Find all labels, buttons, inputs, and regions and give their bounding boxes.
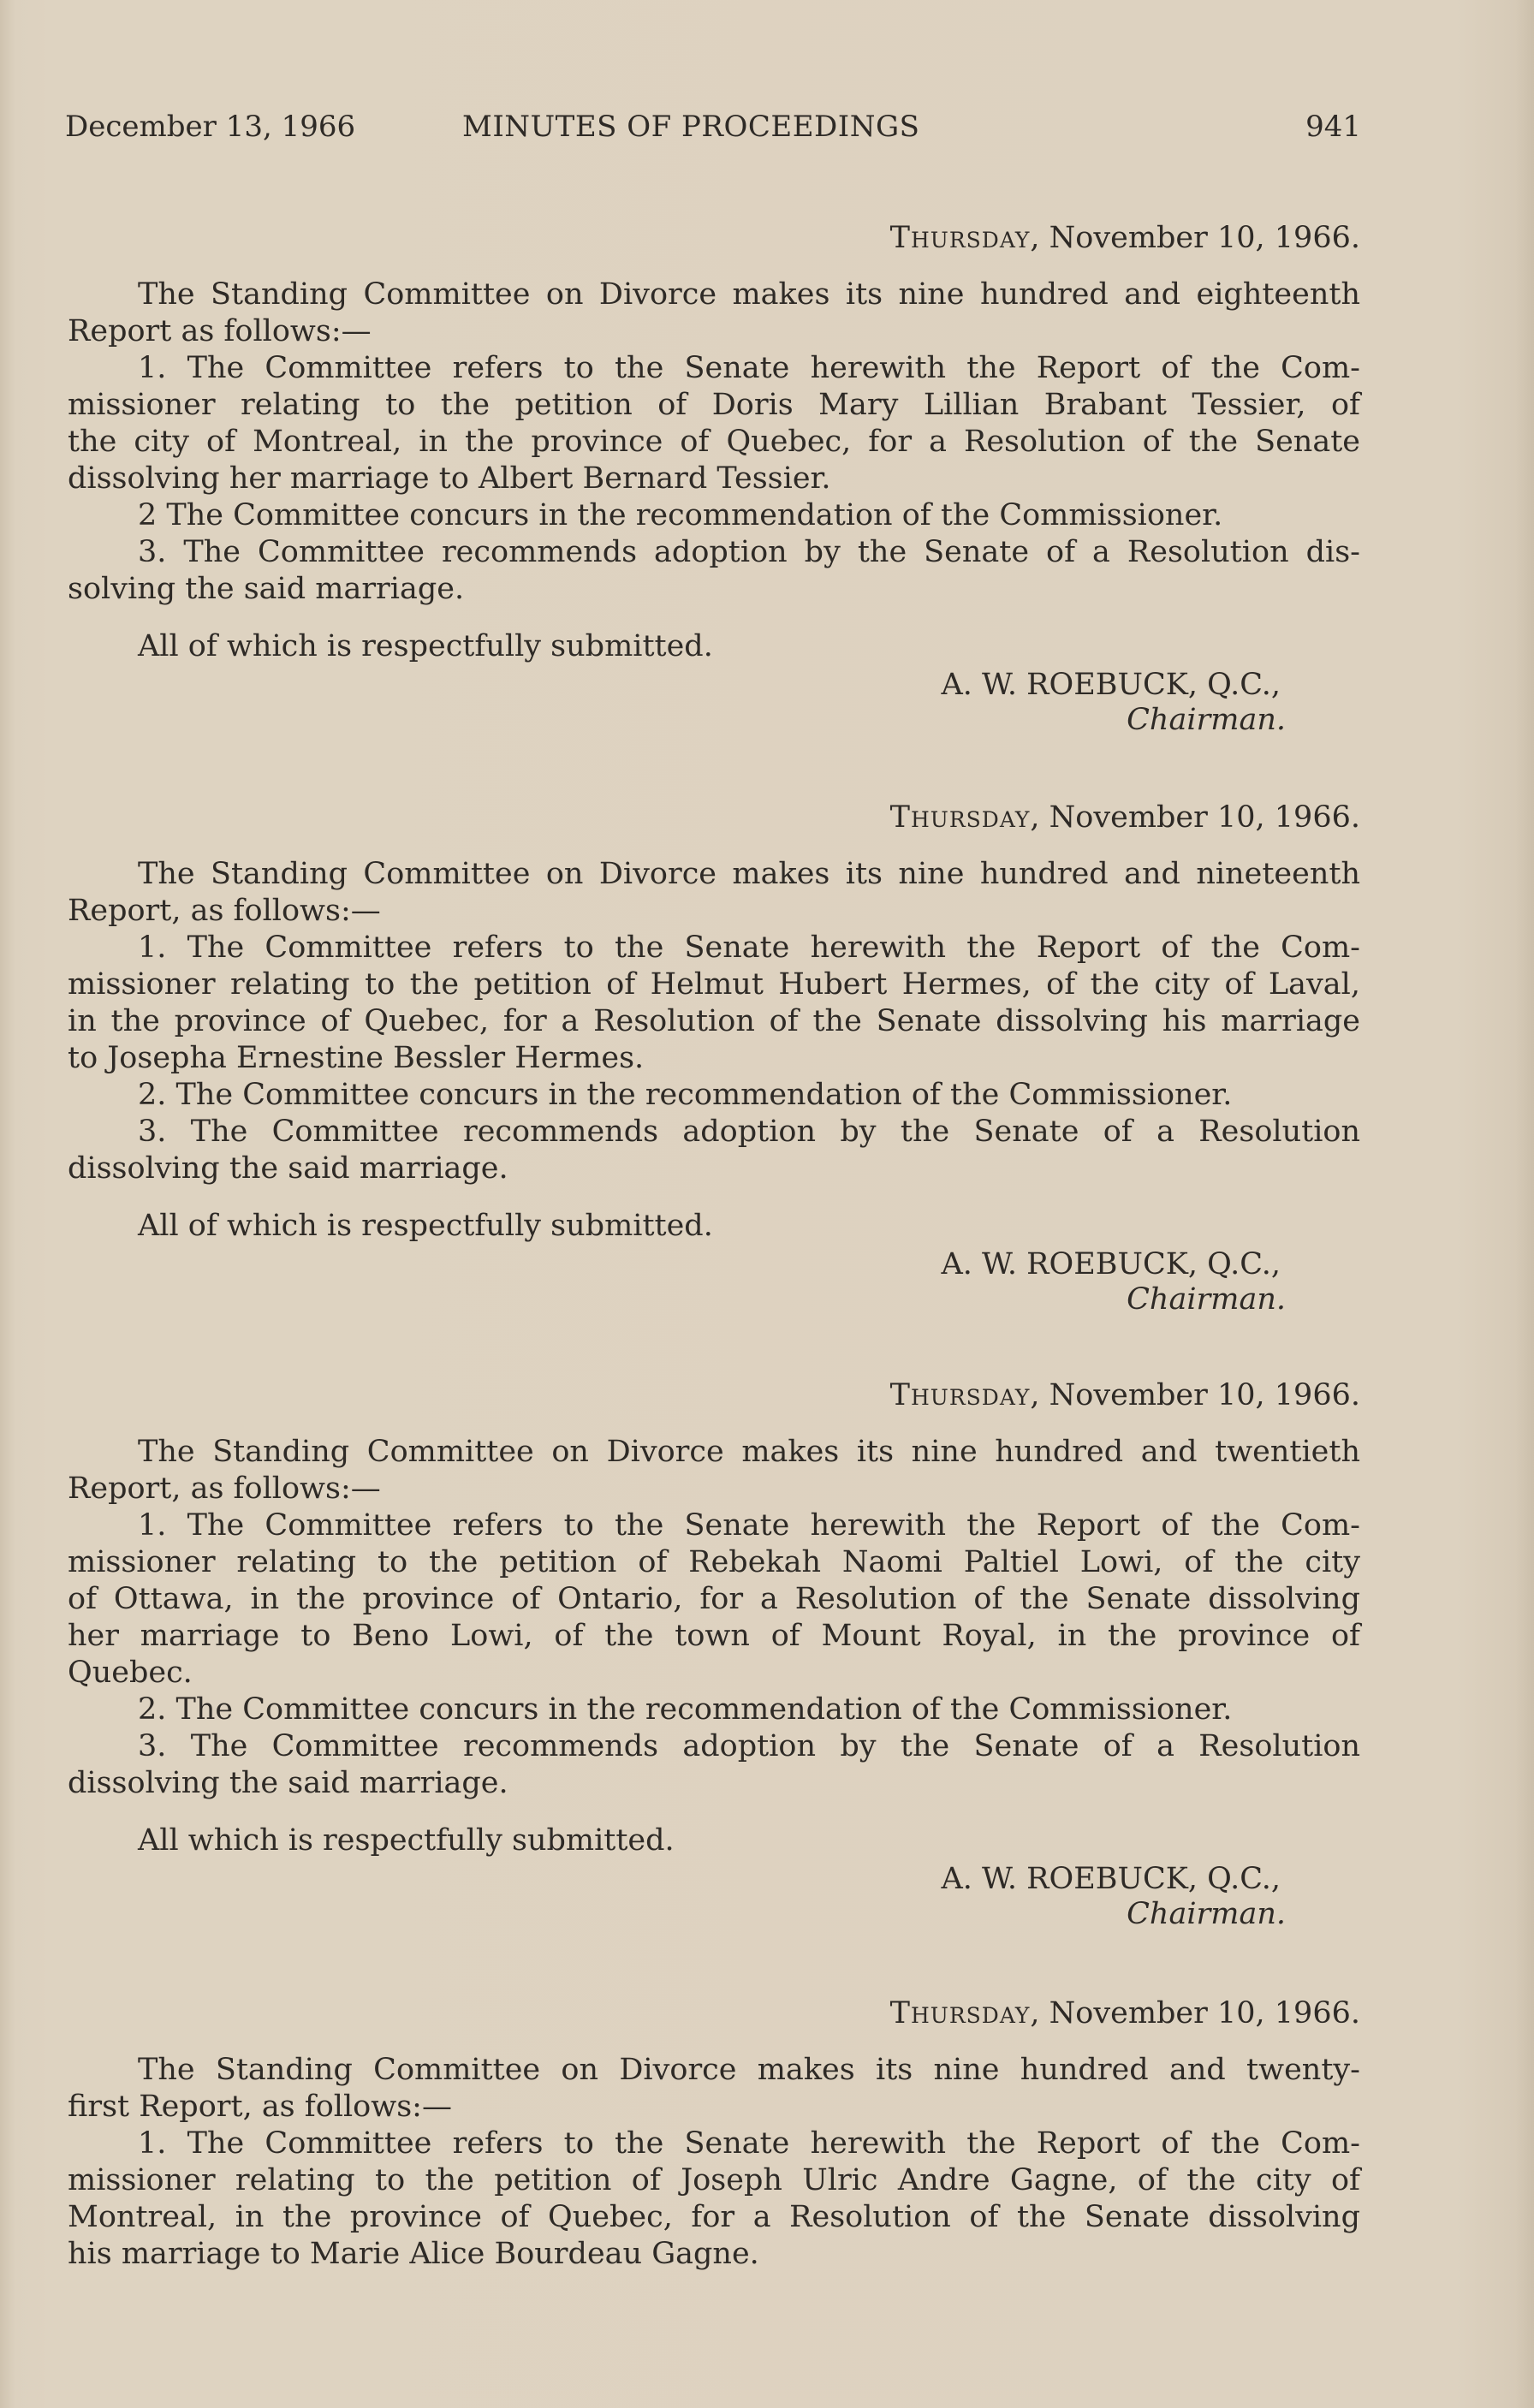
header-title: MINUTES OF PROCEEDINGS bbox=[462, 110, 920, 144]
report-line: her marriage to Beno Lowi, of the town of Mount Royal, in the province of bbox=[68, 1619, 1360, 1653]
report-line: his marriage to Marie Alice Bourdeau Gagne. bbox=[68, 2237, 759, 2271]
report-line: Report as follows:— bbox=[68, 314, 372, 348]
running-header bbox=[65, 110, 1361, 152]
closing-line: All of which is respectfully submitted. bbox=[138, 629, 713, 663]
report-line: missioner relating to the petition of Doris Mary Lillian Brabant Tessier, of bbox=[68, 388, 1360, 422]
report-line: 1. The Committee refers to the Senate herewith the Report of the Com- bbox=[138, 1508, 1360, 1543]
report-line: missioner relating to the petition of Helmut Hubert Hermes, of the city of Laval, bbox=[68, 967, 1360, 1002]
report-line: The Standing Committee on Divorce makes its nine hundred and twentieth bbox=[138, 1435, 1360, 1469]
header-date: December 13, 1966 bbox=[65, 110, 356, 144]
report-line: in the province of Quebec, for a Resolution of the Senate dissolving his marriage bbox=[68, 1004, 1360, 1038]
report-line: 1. The Committee refers to the Senate herewith the Report of the Com- bbox=[138, 930, 1360, 965]
report-line: 3. The Committee recommends adoption by the Senate of a Resolution bbox=[138, 1115, 1360, 1149]
report-line: missioner relating to the petition of Joseph Ulric Andre Gagne, of the city of bbox=[68, 2163, 1360, 2197]
report-block bbox=[68, 800, 1360, 1331]
report-date: Thursday, November 10, 1966. bbox=[889, 1996, 1360, 2030]
report-line: The Standing Committee on Divorce makes its nine hundred and eighteenth bbox=[138, 277, 1360, 312]
report-line: Report, as follows:— bbox=[68, 1472, 381, 1506]
closing-line: All of which is respectfully submitted. bbox=[138, 1209, 713, 1243]
report-line: solving the said marriage. bbox=[68, 572, 465, 606]
signatory-role: Chairman. bbox=[1127, 1897, 1286, 1931]
report-line: of Ottawa, in the province of Ontario, for a Resolution of the Senate dissolving bbox=[68, 1582, 1360, 1616]
report-block bbox=[68, 221, 1360, 752]
report-date: Thursday, November 10, 1966. bbox=[889, 1378, 1360, 1412]
report-date: Thursday, November 10, 1966. bbox=[889, 800, 1360, 835]
report-line: first Report, as follows:— bbox=[68, 2090, 452, 2124]
signatory: A. W. ROEBUCK, Q.C., bbox=[941, 1862, 1281, 1896]
report-date: Thursday, November 10, 1966. bbox=[889, 221, 1360, 255]
report-block bbox=[68, 1378, 1360, 1952]
report-line: 2. The Committee concurs in the recommendation of the Commissioner. bbox=[138, 1692, 1233, 1727]
report-line: The Standing Committee on Divorce makes its nine hundred and twenty- bbox=[138, 2053, 1360, 2087]
report-line: the city of Montreal, in the province of Quebec, for a Resolution of the Senate bbox=[68, 425, 1360, 459]
report-block bbox=[68, 1996, 1360, 2287]
report-line: 1. The Committee refers to the Senate herewith the Report of the Com- bbox=[138, 2126, 1360, 2161]
report-line: 3. The Committee recommends adoption by the Senate of a Resolution dis- bbox=[138, 535, 1360, 569]
report-line: dissolving the said marriage. bbox=[68, 1151, 508, 1186]
report-line: 2. The Committee concurs in the recommendation of the Commissioner. bbox=[138, 1078, 1233, 1112]
report-line: to Josepha Ernestine Bessler Hermes. bbox=[68, 1041, 645, 1075]
report-line: 3. The Committee recommends adoption by the Senate of a Resolution bbox=[138, 1729, 1360, 1763]
report-line: The Standing Committee on Divorce makes its nine hundred and nineteenth bbox=[138, 857, 1360, 891]
report-line: missioner relating to the petition of Rebekah Naomi Paltiel Lowi, of the city bbox=[68, 1545, 1360, 1579]
signatory: A. W. ROEBUCK, Q.C., bbox=[941, 668, 1281, 702]
report-line: 2 The Committee concurs in the recommendation of the Commissioner. bbox=[138, 498, 1223, 532]
report-line: Report, as follows:— bbox=[68, 894, 381, 928]
report-line: dissolving her marriage to Albert Bernard Tessier. bbox=[68, 461, 831, 496]
page-number: 941 bbox=[1305, 110, 1361, 144]
signatory-role: Chairman. bbox=[1127, 1282, 1286, 1317]
report-line: Quebec. bbox=[68, 1656, 193, 1690]
report-line: dissolving the said marriage. bbox=[68, 1766, 508, 1800]
closing-line: All which is respectfully submitted. bbox=[138, 1823, 675, 1858]
report-line: Montreal, in the province of Quebec, for a Resolution of the Senate dissolving bbox=[68, 2200, 1360, 2234]
signatory-role: Chairman. bbox=[1127, 703, 1286, 737]
report-line: 1. The Committee refers to the Senate herewith the Report of the Com- bbox=[138, 351, 1360, 385]
signatory: A. W. ROEBUCK, Q.C., bbox=[941, 1247, 1281, 1281]
